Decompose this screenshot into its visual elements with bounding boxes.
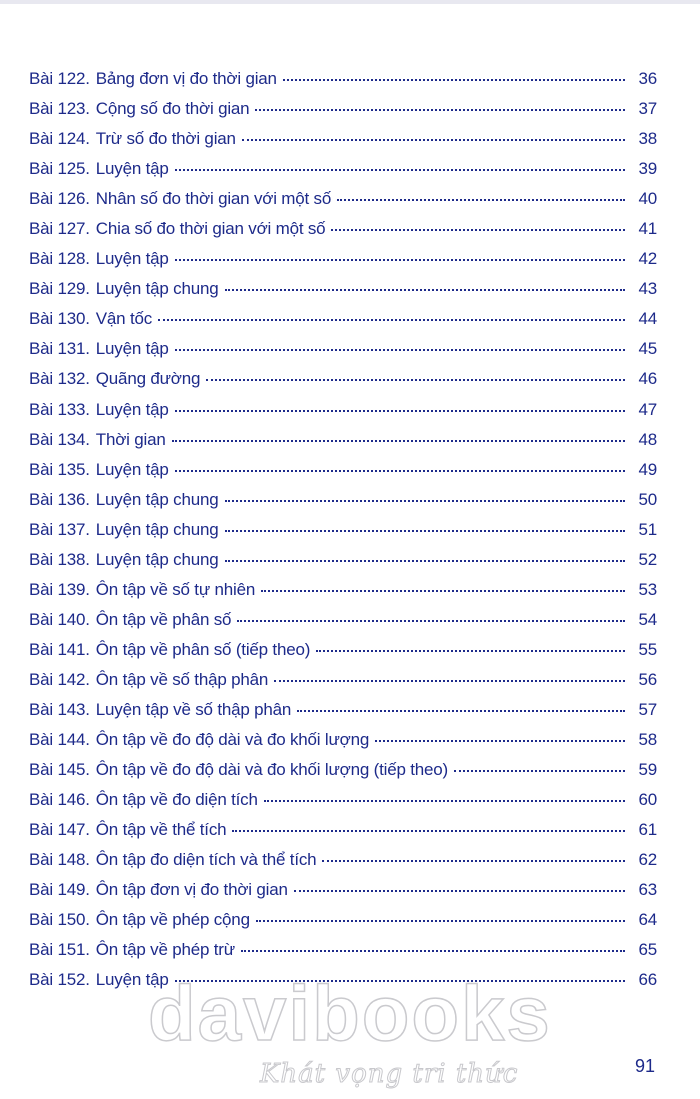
toc-dot-leader: [175, 348, 625, 351]
toc-dot-leader: [242, 138, 625, 141]
toc-lesson-number: Bài 152.: [29, 970, 90, 990]
toc-lesson-title: Luyện tập về số thập phân: [95, 699, 292, 719]
toc-lesson-number: Bài 134.: [29, 429, 90, 449]
toc-entry: [29, 910, 657, 940]
toc-dot-leader: [264, 799, 625, 802]
toc-dot-leader: [175, 469, 625, 472]
toc-entry: [29, 670, 657, 700]
toc-dot-leader: [297, 709, 625, 712]
toc-page-number: 51: [638, 519, 657, 539]
toc-lesson-number: Bài 150.: [29, 910, 90, 930]
toc-lesson-number: Bài 138.: [29, 549, 90, 569]
toc-dot-leader: [225, 559, 626, 562]
toc-lesson-number: Bài 147.: [29, 820, 90, 840]
watermark-tagline: Khát vọng tri thức: [260, 1059, 519, 1089]
toc-lesson-title: Luyện tập: [95, 459, 169, 479]
toc-lesson-number: Bài 143.: [29, 699, 90, 719]
toc-lesson-title: Trừ số đo thời gian: [95, 129, 236, 149]
toc-page-number: 47: [638, 399, 657, 419]
toc-dot-leader: [283, 78, 625, 81]
toc-entry: [29, 159, 657, 189]
toc-entry: [29, 339, 657, 369]
toc-dot-leader: [294, 889, 625, 892]
toc-lesson-number: Bài 139.: [29, 579, 90, 599]
toc-page-number: 38: [638, 129, 657, 149]
toc-page-number: 62: [638, 850, 657, 870]
toc-page-number: 64: [638, 910, 657, 930]
toc-entry: [29, 279, 657, 309]
toc-dot-leader: [322, 859, 625, 862]
toc-lesson-number: Bài 131.: [29, 339, 90, 359]
toc-entry: [29, 309, 657, 339]
toc-dot-leader: [206, 378, 625, 381]
toc-page-number: 61: [638, 820, 657, 840]
toc-dot-leader: [261, 589, 625, 592]
toc-dot-leader: [454, 769, 625, 772]
toc-entry: [29, 520, 657, 550]
toc-dot-leader: [255, 108, 625, 111]
toc-entry: [29, 369, 657, 399]
toc-lesson-title: Ôn tập về phép cộng: [95, 910, 250, 930]
toc-lesson-number: Bài 127.: [29, 219, 90, 239]
toc-entry: [29, 430, 657, 460]
toc-page-number: 58: [638, 730, 657, 750]
toc-lesson-title: Ôn tập về đo diện tích: [95, 790, 258, 810]
toc-lesson-number: Bài 144.: [29, 730, 90, 750]
toc-lesson-title: Ôn tập về số thập phân: [95, 669, 269, 689]
toc-lesson-title: Ôn tập về đo độ dài và đo khối lượng (tiếp theo): [95, 760, 448, 780]
toc-lesson-number: Bài 146.: [29, 790, 90, 810]
toc-dot-leader: [172, 439, 625, 442]
toc-page-number: 45: [638, 339, 657, 359]
toc-page-number: 54: [638, 609, 657, 629]
toc-lesson-number: Bài 130.: [29, 309, 90, 329]
toc-lesson-number: Bài 140.: [29, 609, 90, 629]
toc-lesson-number: Bài 148.: [29, 850, 90, 870]
table-of-contents: [29, 69, 657, 1000]
toc-dot-leader: [175, 409, 625, 412]
toc-dot-leader: [158, 318, 625, 321]
toc-entry: [29, 189, 657, 219]
toc-lesson-number: Bài 141.: [29, 639, 90, 659]
toc-lesson-title: Ôn tập về phân số (tiếp theo): [95, 639, 311, 659]
toc-lesson-number: Bài 137.: [29, 519, 90, 539]
toc-page-number: 49: [638, 459, 657, 479]
toc-page-number: 36: [638, 69, 657, 88]
toc-page-number: 50: [638, 489, 657, 509]
toc-lesson-number: Bài 133.: [29, 399, 90, 419]
toc-page-number: 41: [638, 219, 657, 239]
toc-lesson-number: Bài 145.: [29, 760, 90, 780]
toc-lesson-number: Bài 126.: [29, 189, 90, 209]
toc-lesson-number: Bài 124.: [29, 129, 90, 149]
toc-page-number: 56: [638, 669, 657, 689]
toc-page-number: 37: [638, 99, 657, 119]
toc-entry: [29, 850, 657, 880]
toc-lesson-title: Ôn tập về phân số: [95, 609, 232, 629]
toc-entry: [29, 640, 657, 670]
toc-entry: [29, 249, 657, 279]
toc-entry: [29, 940, 657, 970]
toc-lesson-title: Thời gian: [95, 429, 166, 449]
toc-lesson-title: Luyện tập: [95, 339, 169, 359]
toc-lesson-title: Bảng đơn vị đo thời gian: [95, 69, 277, 88]
toc-dot-leader: [225, 288, 626, 291]
toc-lesson-title: Luyện tập: [95, 159, 169, 179]
toc-lesson-title: Ôn tập về số tự nhiên: [95, 579, 256, 599]
toc-entry: [29, 880, 657, 910]
toc-lesson-title: Ôn tập về đo độ dài và đo khối lượng: [95, 730, 370, 750]
toc-entry: [29, 219, 657, 249]
toc-entry: [29, 69, 657, 99]
toc-entry: [29, 760, 657, 790]
toc-page-number: 57: [638, 699, 657, 719]
watermark-brand: davibooks: [148, 969, 552, 1057]
toc-entry: [29, 129, 657, 159]
toc-dot-leader: [237, 619, 625, 622]
toc-lesson-title: Luyện tập chung: [95, 279, 219, 299]
toc-entry: [29, 580, 657, 610]
toc-lesson-number: Bài 136.: [29, 489, 90, 509]
toc-dot-leader: [375, 739, 625, 742]
toc-lesson-title: Ôn tập về thể tích: [95, 820, 227, 840]
toc-lesson-number: Bài 151.: [29, 940, 90, 960]
toc-page-number: 48: [638, 429, 657, 449]
toc-dot-leader: [232, 829, 625, 832]
toc-lesson-title: Ôn tập đơn vị đo thời gian: [95, 880, 288, 900]
toc-lesson-title: Luyện tập: [95, 970, 169, 990]
toc-dot-leader: [225, 529, 626, 532]
toc-page-number: 66: [638, 970, 657, 990]
toc-dot-leader: [316, 649, 625, 652]
toc-page-number: 46: [638, 369, 657, 389]
toc-dot-leader: [331, 228, 625, 231]
toc-dot-leader: [241, 949, 625, 952]
toc-entry: [29, 820, 657, 850]
toc-dot-leader: [225, 499, 626, 502]
toc-entry: [29, 730, 657, 760]
toc-lesson-title: Vận tốc: [95, 309, 153, 329]
toc-entry: [29, 700, 657, 730]
toc-lesson-number: Bài 132.: [29, 369, 90, 389]
toc-lesson-number: Bài 135.: [29, 459, 90, 479]
toc-lesson-number: Bài 128.: [29, 249, 90, 269]
toc-lesson-number: Bài 149.: [29, 880, 90, 900]
page-top-edge: [0, 0, 700, 4]
toc-dot-leader: [337, 198, 625, 201]
toc-entry: [29, 460, 657, 490]
toc-page-number: 43: [638, 279, 657, 299]
toc-page-number: 59: [638, 760, 657, 780]
toc-dot-leader: [256, 919, 625, 922]
toc-page-number: 53: [638, 579, 657, 599]
toc-entry: [29, 490, 657, 520]
toc-entry: [29, 610, 657, 640]
toc-entry: [29, 400, 657, 430]
toc-lesson-number: Bài 125.: [29, 159, 90, 179]
toc-lesson-title: Ôn tập đo diện tích và thể tích: [95, 850, 317, 870]
toc-lesson-title: Luyện tập: [95, 249, 169, 269]
toc-dot-leader: [274, 679, 625, 682]
toc-page-number: 55: [638, 639, 657, 659]
toc-lesson-title: Nhân số đo thời gian với một số: [95, 189, 332, 209]
toc-dot-leader: [175, 168, 625, 171]
toc-lesson-number: Bài 123.: [29, 99, 90, 119]
toc-page-number: 60: [638, 790, 657, 810]
toc-entry: [29, 99, 657, 129]
toc-lesson-title: Luyện tập chung: [95, 489, 219, 509]
page-number: 91: [634, 1056, 655, 1076]
toc-page-number: 42: [638, 249, 657, 269]
toc-page-number: 63: [638, 880, 657, 900]
toc-page-number: 65: [638, 940, 657, 960]
toc-lesson-number: Bài 142.: [29, 669, 90, 689]
toc-page-number: 52: [638, 549, 657, 569]
toc-dot-leader: [175, 258, 625, 261]
toc-lesson-number: Bài 122.: [29, 69, 90, 88]
toc-lesson-title: Luyện tập: [95, 399, 169, 419]
toc-lesson-number: Bài 129.: [29, 279, 90, 299]
toc-entry: [29, 550, 657, 580]
toc-lesson-title: Luyện tập chung: [95, 549, 219, 569]
toc-lesson-title: Luyện tập chung: [95, 519, 219, 539]
toc-lesson-title: Chia số đo thời gian với một số: [95, 219, 326, 239]
toc-lesson-title: Cộng số đo thời gian: [95, 99, 250, 119]
toc-lesson-title: Quãng đường: [95, 369, 201, 389]
toc-page-number: 39: [638, 159, 657, 179]
toc-lesson-title: Ôn tập về phép trừ: [95, 940, 235, 960]
toc-page-number: 40: [638, 189, 657, 209]
toc-entry: [29, 790, 657, 820]
toc-page-number: 44: [638, 309, 657, 329]
